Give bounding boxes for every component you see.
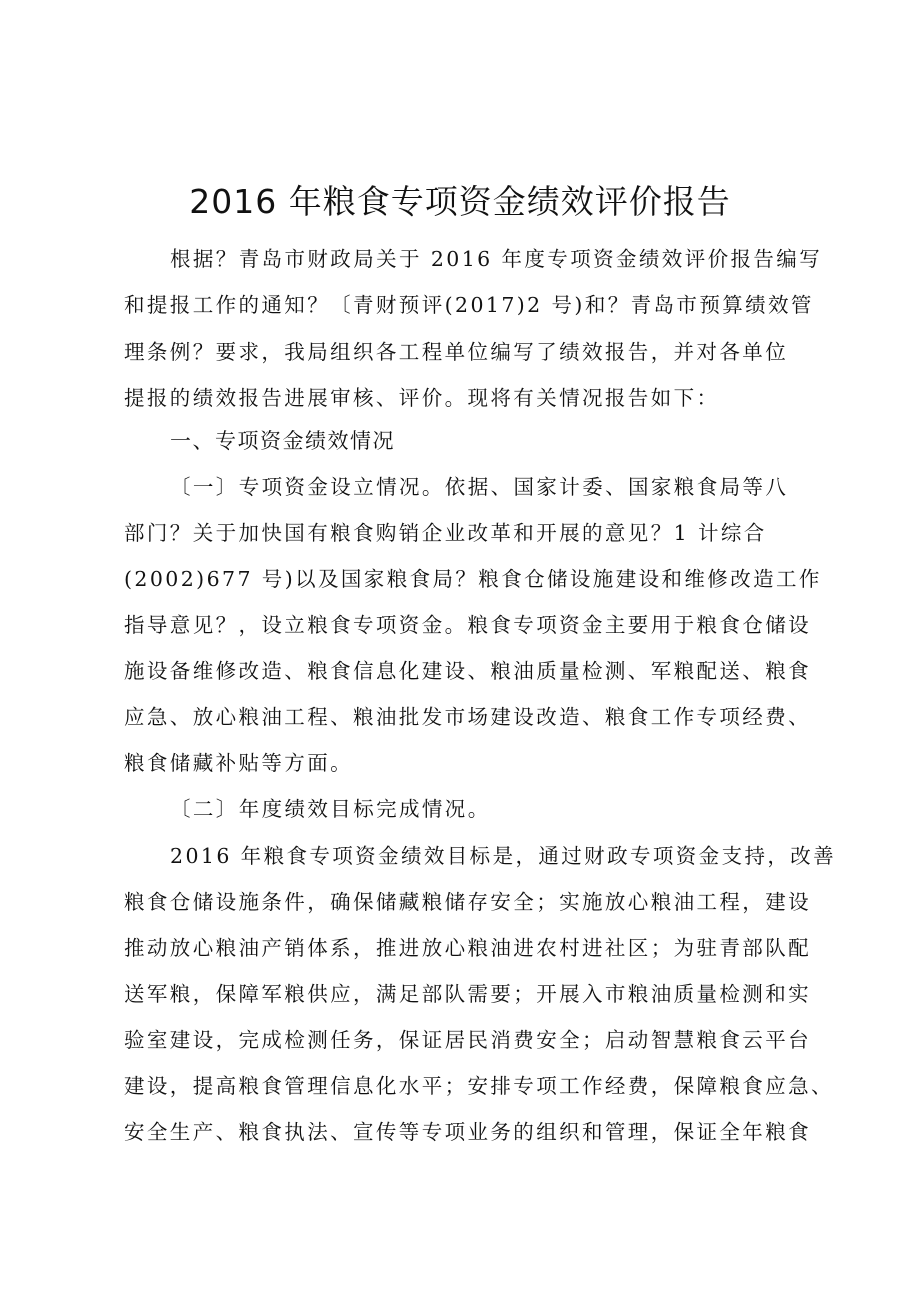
document-title: 2016 年粮食专项资金绩效评价报告 xyxy=(189,182,731,221)
para3-line-7: 安全生产、粮食执法、宣传等专项业务的组织和管理，保证全年粮食 xyxy=(124,1120,811,1144)
para1-line-2: 部门？关于加快国有粮食购销企业改革和开展的意见？1 计综合 xyxy=(124,521,767,545)
intro-line-4: 提报的绩效报告进展审核、评价。现将有关情况报告如下： xyxy=(124,386,720,410)
intro-line-2: 和提报工作的通知？〔青财预评(2017)2 号)和？青岛市预算绩效管 xyxy=(124,293,814,317)
para3-line-6: 建设，提高粮食管理信息化水平；安排专项工作经费，保障粮食应急、 xyxy=(124,1074,834,1098)
para1-line-7: 粮食储藏补贴等方面。 xyxy=(124,751,353,775)
para3-line-5: 验室建设，完成检测任务，保证居民消费安全；启动智慧粮食云平台 xyxy=(124,1028,811,1052)
para3-line-4: 送军粮，保障军粮供应，满足部队需要；开展入市粮油质量检测和实 xyxy=(124,982,811,1006)
para3-line-1: 2016 年粮食专项资金绩效目标是，通过财政专项资金支持，改善 xyxy=(170,844,837,868)
intro-line-1: 根据？青岛市财政局关于 2016 年度专项资金绩效评价报告编写 xyxy=(170,247,823,271)
para1-line-4: 指导意见？，设立粮食专项资金。粮食专项资金主要用于粮食仓储设 xyxy=(124,613,811,637)
para2-heading: 〔二〕年度绩效目标完成情况。 xyxy=(170,797,491,821)
para1-line-6: 应急、放心粮油工程、粮油批发市场建设改造、粮食工作专项经费、 xyxy=(124,705,811,729)
intro-line-3: 理条例？要求，我局组织各工程单位编写了绩效报告，并对各单位 xyxy=(124,340,789,364)
section-heading-1: 一、专项资金绩效情况 xyxy=(170,429,395,453)
para1-line-3: (2002)677 号)以及国家粮食局？粮食仓储设施建设和维修改造工作 xyxy=(124,567,822,591)
para1-line-1: 〔一〕专项资金设立情况。依据、国家计委、国家粮食局等八 xyxy=(170,475,789,499)
para3-line-2: 粮食仓储设施条件，确保储藏粮储存安全；实施放心粮油工程，建设 xyxy=(124,890,811,914)
para1-line-5: 施设备维修改造、粮食信息化建设、粮油质量检测、军粮配送、粮食 xyxy=(124,659,811,683)
para3-line-3: 推动放心粮油产销体系，推进放心粮油进农村进社区；为驻青部队配 xyxy=(124,936,811,960)
